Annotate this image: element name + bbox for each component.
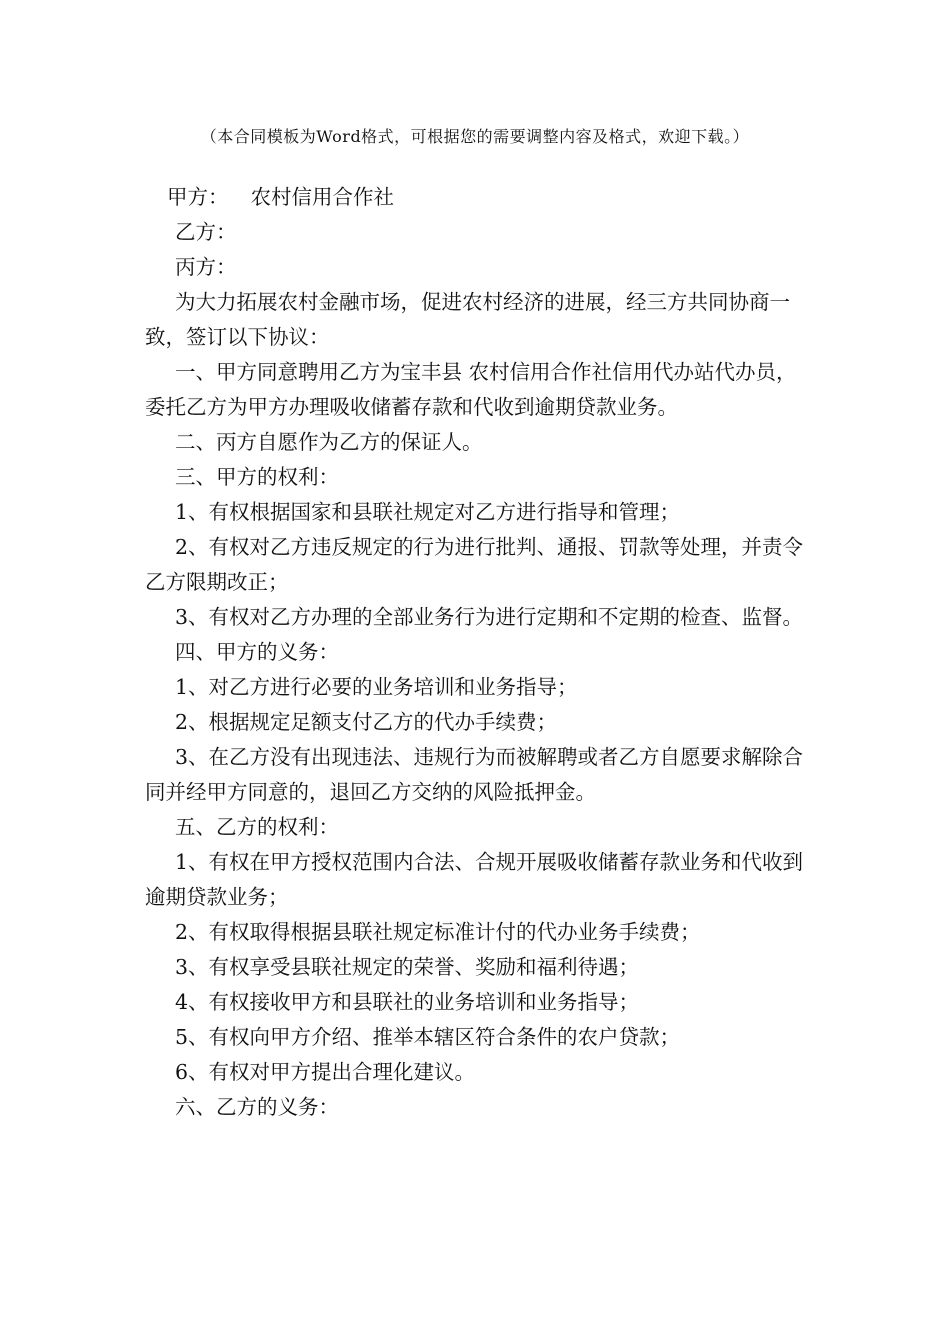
- template-note: （本合同模板为Word格式，可根据您的需要调整内容及格式，欢迎下载。）: [200, 127, 750, 146]
- paragraph-clause-2: 二、丙方自愿作为乙方的保证人。: [175, 430, 483, 454]
- party-a-line: [145, 180, 805, 215]
- paragraph-a-right-3: 3、有权对乙方办理的全部业务行为进行定期和不定期的检查、监督。: [175, 605, 804, 629]
- party-a-name: 农村信用合作社: [250, 185, 394, 209]
- paragraph-b-right-2: 2、有权取得根据县联社规定标准计付的代办业务手续费；: [175, 920, 701, 944]
- paragraph-b-right-6: 6、有权对甲方提出合理化建议。: [175, 1060, 476, 1084]
- paragraph-a-duty-2: 2、根据规定足额支付乙方的代办手续费；: [175, 710, 558, 734]
- heading-party-a-duties: 四、甲方的义务：: [175, 640, 339, 664]
- heading-party-b-rights: 五、乙方的权利：: [175, 815, 339, 839]
- paragraph-b-right-1: 1、有权在甲方授权范围内合法、合规开展吸收储蓄存款业务和代收到逾期贷款业务；: [145, 850, 804, 909]
- heading-party-a-rights: 三、甲方的权利：: [175, 465, 339, 489]
- paragraph-a-duty-1: 1、对乙方进行必要的业务培训和业务指导；: [175, 675, 578, 699]
- party-a-label: 甲方：: [167, 185, 229, 209]
- paragraph-preamble: 为大力拓展农村金融市场，促进农村经济的进展，经三方共同协商一致，签订以下协议：: [145, 290, 790, 349]
- paragraph-a-right-2: 2、有权对乙方违反规定的行为进行批判、通报、罚款等处理，并责令乙方限期改正；: [145, 535, 804, 594]
- paragraph-clause-1: 一、甲方同意聘用乙方为宝丰县 农村信用合作社信用代办站代办员，委托乙方为甲方办理吸收储蓄存款和代收到逾期贷款业务。: [145, 360, 797, 419]
- paragraph-b-right-5: 5、有权向甲方介绍、推举本辖区符合条件的农户贷款；: [175, 1025, 681, 1049]
- paragraph-a-right-1: 1、有权根据国家和县联社规定对乙方进行指导和管理；: [175, 500, 681, 524]
- party-c-line: 丙方：: [175, 255, 237, 279]
- party-b-line: 乙方：: [175, 220, 237, 244]
- paragraph-b-right-3: 3、有权享受县联社规定的荣誉、奖励和福利待遇；: [175, 955, 640, 979]
- contract-body: [145, 180, 805, 1125]
- paragraph-b-right-4: 4、有权接收甲方和县联社的业务培训和业务指导；: [175, 990, 640, 1014]
- heading-party-b-duties: 六、乙方的义务：: [175, 1095, 339, 1119]
- paragraph-a-duty-3: 3、在乙方没有出现违法、违规行为而被解聘或者乙方自愿要求解除合同并经甲方同意的，退回乙方交纳的风险抵押金。: [145, 745, 804, 804]
